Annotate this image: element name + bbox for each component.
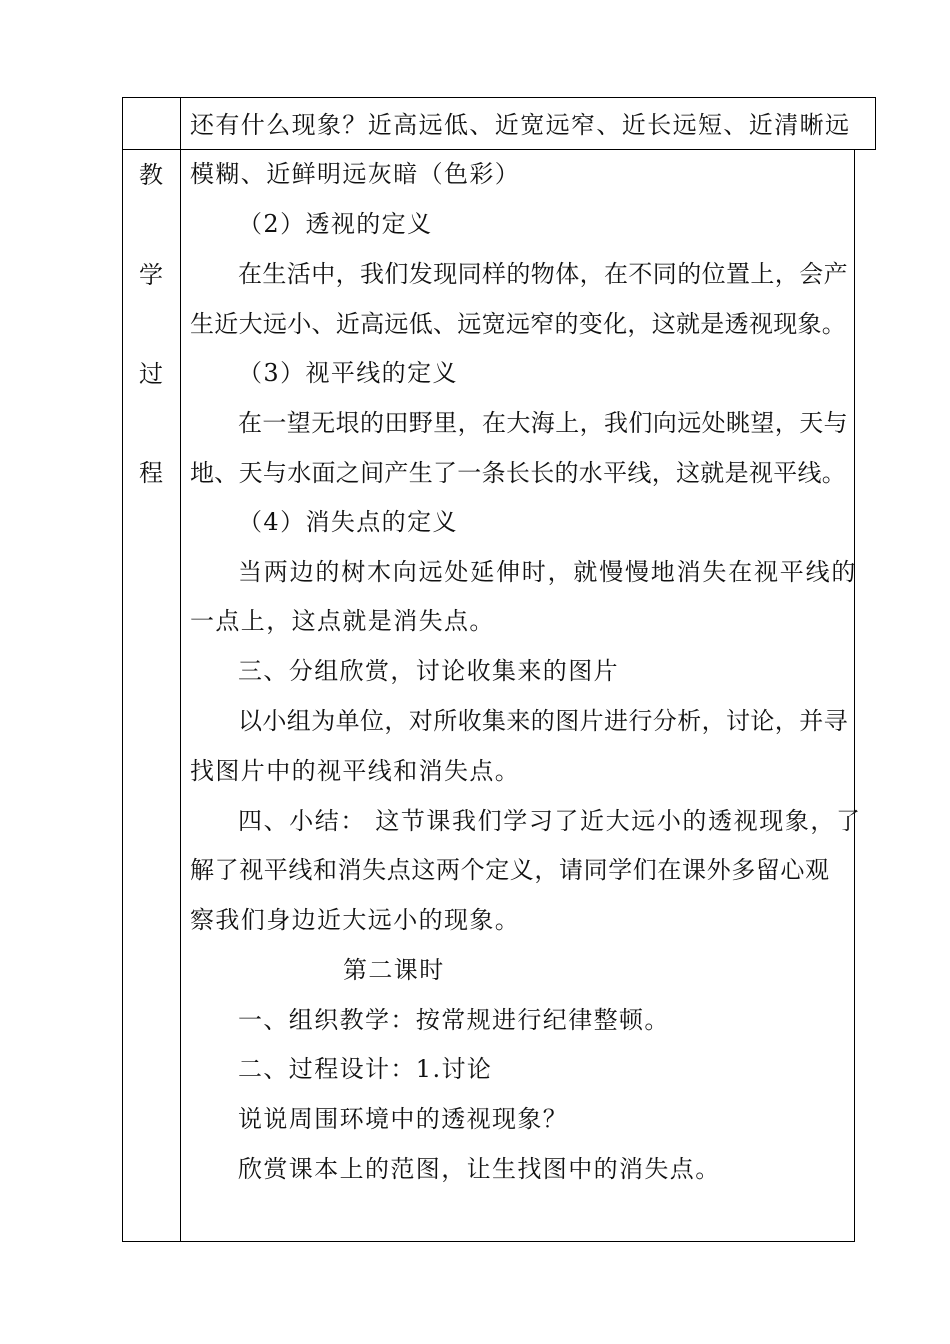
- text-line: 在生活中，我们发现同样的物体，在不同的位置上，会产: [238, 260, 848, 288]
- text-line: 以小组为单位，对所收集来的图片进行分析，讨论，并寻: [238, 707, 848, 735]
- side-label-char: 学: [139, 261, 163, 289]
- text-line: 当两边的树木向远处延伸时，就慢慢地消失在视平线的: [238, 558, 858, 586]
- table-bottom-border: [122, 1241, 855, 1242]
- text-line: 还有什么现象？近高远低、近宽远窄、近长远短、近清晰远: [190, 111, 851, 139]
- text-line: （4）消失点的定义: [238, 508, 458, 536]
- text-line: （2）透视的定义: [238, 210, 433, 238]
- text-line: 解了视平线和消失点这两个定义，请同学们在课外多留心观: [190, 856, 830, 884]
- text-line: 找图片中的视平线和消失点。: [190, 757, 521, 785]
- text-line: 二、过程设计：1.讨论: [238, 1055, 493, 1083]
- table-right-border: [854, 149, 855, 1242]
- text-line: 察我们身边近大远小的现象。: [190, 906, 521, 934]
- side-label-char: 教: [139, 161, 163, 189]
- text-line: 欣赏课本上的范图，让生找图中的消失点。: [238, 1155, 721, 1183]
- text-line: 地、天与水面之间产生了一条长长的水平线，这就是视平线。: [190, 459, 847, 487]
- text-line: 第二课时: [343, 956, 445, 984]
- text-line: 在一望无垠的田野里，在大海上，我们向远处眺望，天与: [238, 409, 848, 437]
- table-top-border: [122, 97, 876, 98]
- text-line: 一、组织教学：按常规进行纪律整顿。: [238, 1006, 670, 1034]
- text-line: 说说周围环境中的透视现象？: [238, 1105, 569, 1133]
- text-line: 生近大远小、近高远低、远宽远窄的变化，这就是透视现象。: [190, 310, 847, 338]
- first-row-bottom-border: [122, 149, 876, 150]
- side-label-char: 过: [139, 360, 163, 388]
- table-left-border: [122, 97, 123, 1242]
- text-line: 一点上，这点就是消失点。: [190, 607, 495, 635]
- text-line: 三、分组欣赏，讨论收集来的图片: [238, 657, 619, 685]
- column-divider: [180, 97, 181, 1242]
- text-line: 四、小结： 这节课我们学习了近大远小的透视现象，了: [238, 807, 862, 835]
- text-line: （3）视平线的定义: [238, 359, 458, 387]
- side-label-char: 程: [139, 459, 163, 487]
- first-row-right-border: [875, 97, 876, 150]
- text-line: 模糊、近鲜明远灰暗（色彩）: [190, 160, 521, 188]
